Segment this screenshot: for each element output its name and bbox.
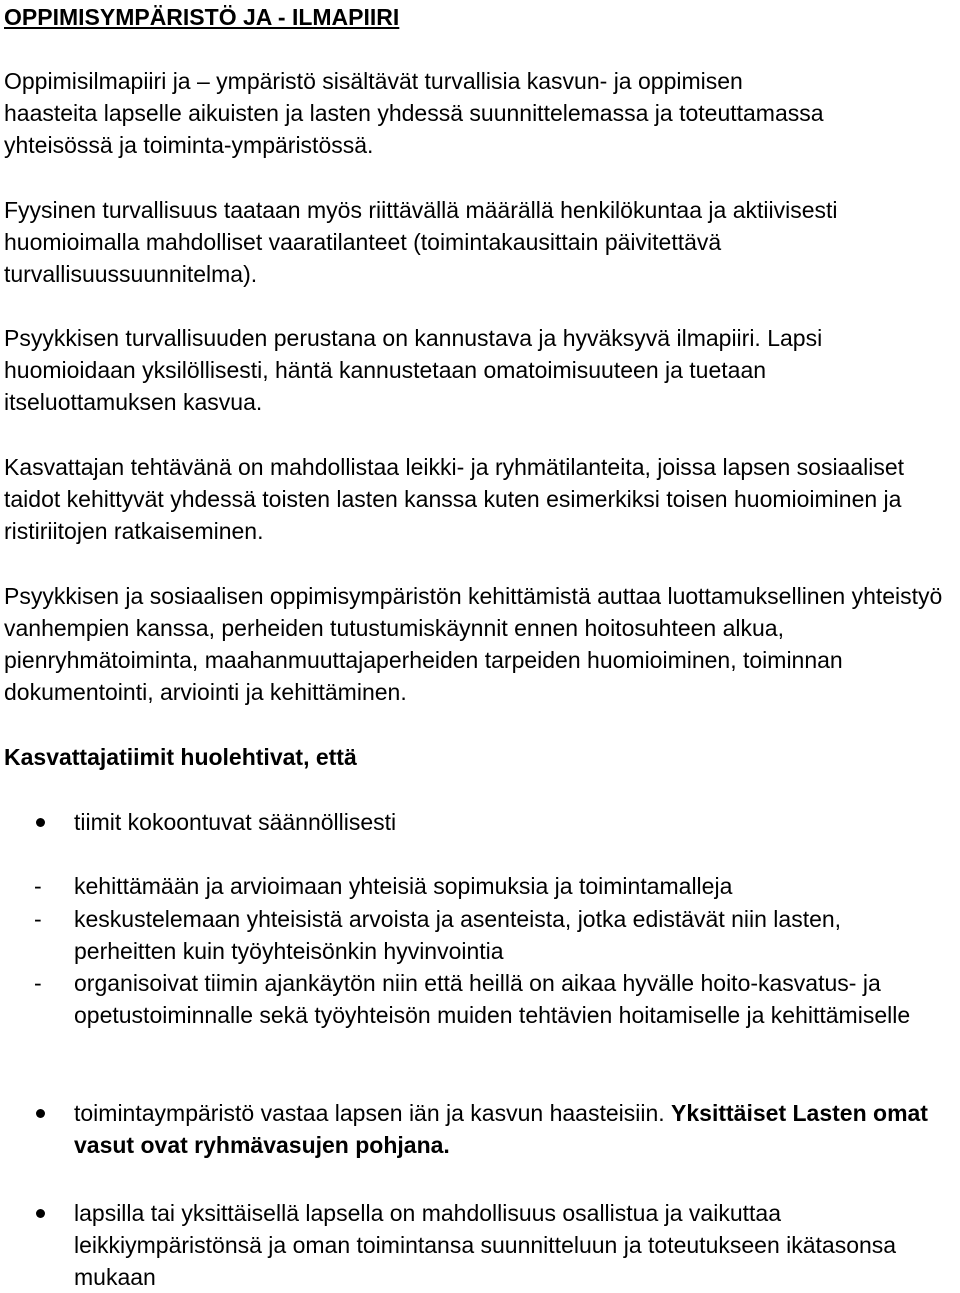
paragraph-fyysinen-turvallisuus: Fyysinen turvallisuus taataan myös riittävällä määrällä henkilökuntaa ja aktiivisesti huomioimalla mahdolliset vaaratilanteet (toimintakausittain päivitettävä turvallisuussuunnitelma). [4, 197, 838, 287]
dash-marker: - [34, 873, 42, 899]
list-item-text: keskustelemaan yhteisistä arvoista ja asenteista, jotka edistävät niin lasten, perheitten kuin työyhteisönkin hyvinvointia [74, 906, 842, 964]
list-item-bullet [4, 1197, 956, 1293]
page-title: OPPIMISYMPÄRISTÖ JA - ILMAPIIRI [4, 4, 400, 30]
paragraph-kasvattajan-tehtava: Kasvattajan tehtävänä on mahdollistaa leikki- ja ryhmätilanteita, joissa lapsen sosiaaliset taidot kehittyvät yhdessä toisten lasten kanssa kuten esimerkiksi toisen huomioiminen ja ristiriitojen ratkaiseminen. [4, 454, 905, 544]
bullet-dot-icon [36, 818, 45, 827]
list-item-bullet [4, 1097, 956, 1161]
list-item-text: lapsilla tai yksittäisellä lapsella on mahdollisuus osallistua ja vaikuttaa leikkiympäristönsä ja oman toimintansa suunnitteluun ja toteutukseen ikätasonsa mukaan [74, 1200, 897, 1290]
bullet-dot-icon [36, 1209, 45, 1218]
list-item-text [74, 1097, 956, 1161]
list-item-text-regular: toimintaympäristö vastaa lapsen iän ja kasvun haasteisiin. [74, 1100, 672, 1126]
list-item-bullet [4, 806, 956, 838]
dash-marker: - [34, 970, 42, 996]
list-item-text-bold: Yksittäiset Lasten omat vasut ovat ryhmävasujen pohjana. [74, 1100, 928, 1158]
list-item-text: kehittämään ja arvioimaan yhteisiä sopimuksia ja toimintamalleja [74, 873, 733, 899]
paragraph-psyykkinen-turvallisuus: Psyykkisen turvallisuuden perustana on kannustava ja hyväksyvä ilmapiiri. Lapsi huomioidaan yksilöllisesti, häntä kannustetaan omatoimisuuteen ja tuetaan itseluottamuksen kasvua. [4, 325, 823, 415]
bullet-dot-icon [36, 1109, 45, 1118]
list-item-text: tiimit kokoontuvat säännöllisesti [74, 809, 397, 835]
list-item-text: organisoivat tiimin ajankäytön niin että heillä on aikaa hyvälle hoito-kasvatus- ja opetustoiminnalle sekä työyhteisön muiden tehtävien hoitamiselle ja kehittämiselle [74, 970, 911, 1028]
list-item-dash [4, 967, 956, 1031]
list-item-dash [4, 870, 956, 902]
list-item-dash [4, 903, 956, 967]
section-subheading: Kasvattajatiimit huolehtivat, että [4, 744, 357, 770]
paragraph-oppimisilmapiiri: Oppimisilmapiiri ja – ympäristö sisältävät turvallisia kasvun- ja oppimisen haasteita lapselle aikuisten ja lasten yhdessä suunnittelemassa ja toteuttamassa yhteisössä ja toiminta-ympäristössä. [4, 68, 824, 158]
dash-marker: - [34, 906, 42, 932]
paragraph-sosiaalinen-oppimisymparisto: Psyykkisen ja sosiaalisen oppimisympäristön kehittämistä auttaa luottamuksellinen yhteistyö vanhempien kanssa, perheiden tutustumiskäynnit ennen hoitosuhteen alkua, pienryhmätoiminta, maahanmuuttajaperheiden tarpeiden huomioiminen, toiminnan dokumentointi, arviointi ja kehittäminen. [4, 583, 943, 705]
